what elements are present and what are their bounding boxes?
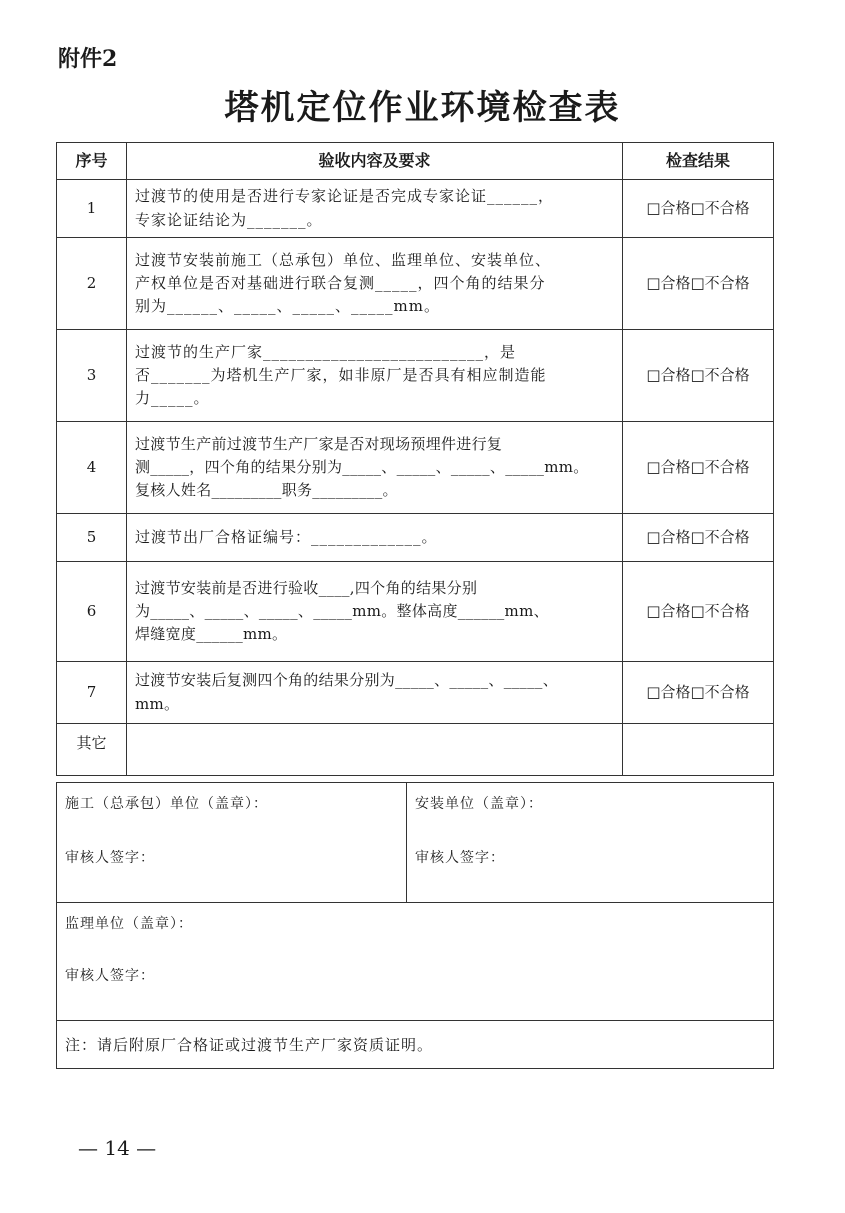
installer-signature-cell[interactable]	[407, 783, 774, 903]
result-checkboxes[interactable]: □合格□不合格	[623, 330, 774, 422]
content-line: 否_______为塔机生产厂家，如非原厂是否具有相应制造能	[135, 365, 547, 384]
content-line: 过渡节安装前施工（总承包）单位、监理单位、安装单位、	[135, 250, 552, 269]
content-line: 过渡节安装后复测四个角的结果分别为_____、_____、_____、	[135, 671, 559, 690]
table-row	[57, 662, 774, 724]
content-line: 专家论证结论为_______。	[135, 210, 323, 229]
table-row	[57, 238, 774, 330]
result-checkboxes[interactable]: □合格□不合格	[623, 662, 774, 724]
supervisor-signature-cell[interactable]	[57, 903, 774, 1021]
row-content	[127, 330, 623, 422]
row-content	[127, 562, 623, 662]
other-content[interactable]	[127, 724, 623, 776]
row-index: 1	[57, 180, 127, 238]
row-index: 6	[57, 562, 127, 662]
page-number: — 14 —	[78, 1136, 157, 1160]
inspection-table	[56, 142, 774, 776]
row-content	[127, 238, 623, 330]
other-label: 其它	[57, 724, 127, 776]
page-title: 塔机定位作业环境检查表	[224, 88, 621, 128]
content-line: 过渡节生产前过渡节生产厂家是否对现场预埋件进行复	[135, 434, 503, 453]
content-line: 过渡节的生产厂家__________________________，是	[135, 342, 517, 361]
header-index: 序号	[57, 143, 127, 180]
row-index: 5	[57, 514, 127, 562]
row-index: 3	[57, 330, 127, 422]
row-content	[127, 662, 623, 724]
table-row	[57, 180, 774, 238]
table-header-row	[57, 143, 774, 180]
table-row	[57, 514, 774, 562]
content-line: 测_____，四个角的结果分别为_____、_____、_____、_____mm。	[135, 457, 589, 476]
result-checkboxes[interactable]: □合格□不合格	[623, 180, 774, 238]
content-line: 力_____。	[135, 389, 210, 408]
contractor-unit-label: 施工（总承包）单位（盖章）：	[65, 796, 268, 812]
content-line: 产权单位是否对基础进行联合复测_____，四个角的结果分	[135, 273, 546, 292]
content-line: 别为______、_____、_____、_____mm。	[135, 297, 440, 316]
header-result: 检查结果	[623, 143, 774, 180]
row-content	[127, 180, 623, 238]
row-index: 4	[57, 422, 127, 514]
row-content	[127, 514, 623, 562]
signature-table	[56, 782, 774, 1069]
contractor-reviewer-label: 审核人签字：	[65, 850, 155, 866]
table-row	[57, 330, 774, 422]
installer-unit-label: 安装单位（盖章）：	[415, 796, 543, 812]
supervisor-unit-label: 监理单位（盖章）：	[65, 916, 193, 932]
result-checkboxes[interactable]: □合格□不合格	[623, 562, 774, 662]
row-index: 2	[57, 238, 127, 330]
content-line: 过渡节出厂合格证编号：_____________。	[135, 527, 438, 546]
supervisor-reviewer-label: 审核人签字：	[65, 968, 155, 984]
content-line: 过渡节的使用是否进行专家论证是否完成专家论证______，	[135, 187, 555, 206]
note-text: 注：请后附原厂合格证或过渡节生产厂家资质证明。	[57, 1021, 774, 1069]
content-line: 焊缝宽度______mm。	[135, 625, 288, 644]
table-row-other	[57, 724, 774, 776]
installer-reviewer-label: 审核人签字：	[415, 850, 505, 866]
content-line: 为_____、_____、_____、_____mm。整体高度______mm、	[135, 601, 549, 620]
result-checkboxes[interactable]: □合格□不合格	[623, 514, 774, 562]
attachment-label: 附件2	[58, 46, 118, 72]
row-index: 7	[57, 662, 127, 724]
result-checkboxes[interactable]: □合格□不合格	[623, 422, 774, 514]
row-content	[127, 422, 623, 514]
header-content: 验收内容及要求	[127, 143, 623, 180]
content-line: 复核人姓名_________职务_________。	[135, 481, 398, 500]
other-result[interactable]	[623, 724, 774, 776]
table-row	[57, 562, 774, 662]
content-line: 过渡节安装前是否进行验收____,四个角的结果分别	[135, 578, 478, 597]
contractor-signature-cell[interactable]	[57, 783, 407, 903]
result-checkboxes[interactable]: □合格□不合格	[623, 238, 774, 330]
content-line: mm。	[135, 694, 180, 713]
table-row	[57, 422, 774, 514]
